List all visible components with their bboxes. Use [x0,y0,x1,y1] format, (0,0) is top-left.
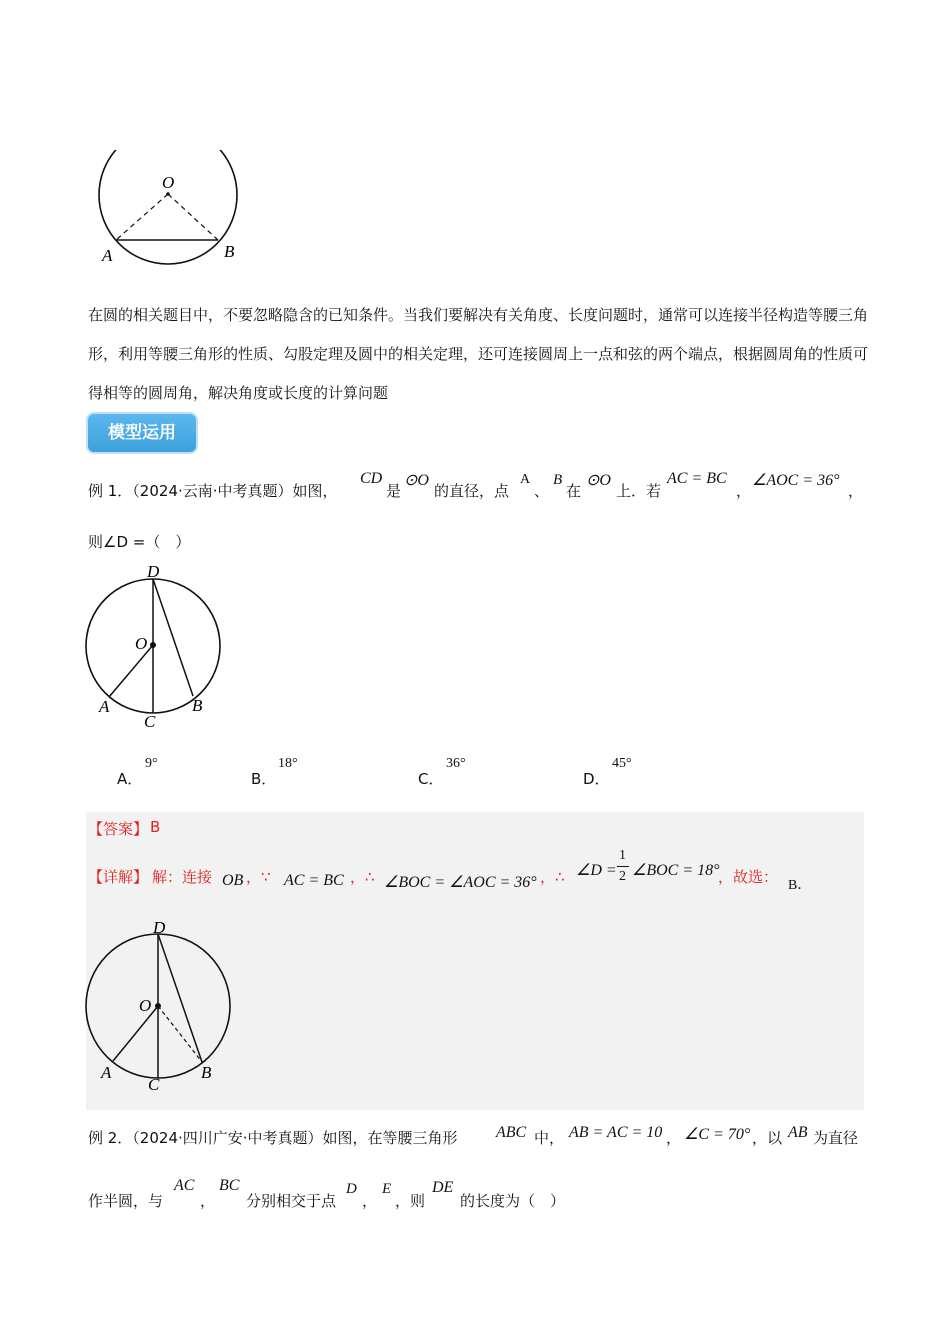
example1-circle-o2: ⊙O [586,472,611,489]
option-d-letter[interactable]: D． [583,770,610,788]
example2-middle: 中， [534,1129,565,1147]
example2-length-question: 的长度为（ ） [460,1192,566,1210]
detail-prefix: 解：连接 [152,868,213,886]
detail-therefore2: ，∴ [540,868,565,886]
label-c: C [148,1075,160,1090]
option-c-letter[interactable]: C． [418,770,444,788]
label-a: A [102,246,113,265]
label-a: A [101,1063,112,1082]
example2-tail: 为直径 [813,1129,859,1147]
radius-ob [168,194,218,240]
label-o: O [162,173,175,192]
label-c: C [144,712,156,731]
circle [99,150,237,264]
figure-circle-chord [90,150,260,270]
option-d-value[interactable]: 45° [612,756,632,771]
example1-point-b: B [553,472,563,488]
example2-ab: AB [788,1124,808,1141]
example1-sep: 、 [534,482,550,500]
intro-paragraph: 在圆的相关题目中，不要忽略隐含的已知条件。当我们要解决有关角度、长度问题时，通常可以连接半径构造等腰三角形，利用等腰三角形的性质、勾股定理及圆中的相关定理，还可连接圆周上一点和弦的两个端点，根据圆周角的性质可得相等的圆周角，解决角度或长度的计算问题 [88,306,869,402]
detail-frac-den: 2 [619,869,626,884]
example1-prefix: 例 1．（2024·云南·中考真题）如图， [88,482,338,500]
detail-choose: ，故选： [718,868,779,886]
example2-prefix: 例 2．（2024·四川广安·中考真题）如图，在等腰三角形 [88,1129,458,1147]
section-badge-model-usage: 模型运用 [88,414,196,452]
example1-cd: CD [360,470,383,487]
detail-angle-d-lhs: ∠D = [576,862,617,879]
detail-therefore1: ，∴ [350,868,375,886]
label-d: D [153,918,166,937]
example2-line2-prefix: 作半圆，与 [88,1192,164,1210]
example2-comma4: ， [362,1192,378,1210]
option-c-value[interactable]: 36° [446,756,466,771]
example2-comma2: ，以 [752,1129,783,1147]
chord-db [158,934,202,1062]
example2-ab-ac: AB = AC = 10 [569,1124,663,1141]
answer-label: 【答案】 [88,820,149,838]
label-o: O [135,634,148,653]
example1-above-if: 上．若 [616,482,662,500]
example2-ac: AC [174,1177,195,1194]
detail-ob: OB [222,872,244,889]
label-d: D [147,562,160,581]
example1-on: 在 [566,482,582,500]
option-b-letter[interactable]: B． [251,770,277,788]
example1-diameter-text: 的直径，点 [434,482,510,500]
label-b: B [224,242,235,261]
example2-then: ，则 [395,1192,426,1210]
option-a-value[interactable]: 9° [145,756,158,771]
detail-because: ，∵ [246,868,271,886]
example1-comma: ， [736,482,752,500]
radius-ob-dashed [158,1006,202,1062]
detail-arc-eq: AC = BC [284,872,344,889]
detail-frac-bar [617,866,629,867]
detail-frac-num: 1 [619,848,626,863]
example2-comma3: ， [200,1192,216,1210]
example1-point-a: A [520,472,531,487]
answer-figure [84,915,239,1090]
example2-comma1: ， [666,1129,682,1147]
example1-question: 则∠D =（ ） [88,533,191,551]
example1-arc-eq: AC = BC [667,470,727,487]
chord-db [153,579,193,696]
example1-is: 是 [386,482,402,500]
option-b-value[interactable]: 18° [278,756,298,771]
center-point [166,192,170,196]
answer-value: B [150,818,161,836]
example2-bc: BC [219,1177,240,1194]
label-o: O [139,996,152,1015]
example1-tail-comma: ， [848,482,864,500]
detail-angle-eq: ∠BOC = ∠AOC = 36° [384,874,537,891]
option-a-letter[interactable]: A． [117,770,143,788]
example2-e: E [382,1181,392,1197]
label-b: B [192,696,203,715]
detail-angle-d-rhs: ∠BOC = 18° [632,862,720,879]
radius-oa [116,194,168,240]
example1-angle-aoc: ∠AOC = 36° [752,472,840,489]
example2-arc-de: DE [432,1179,454,1196]
example2-intersect: 分别相交于点 [246,1192,337,1210]
detail-choice: B． [788,878,812,893]
label-a: A [99,697,110,716]
example2-abc: ABC [496,1124,527,1141]
example2-angle-c: ∠C = 70° [684,1126,751,1143]
example1-figure [84,560,229,735]
detail-label: 【详解】 [88,868,149,886]
label-b: B [201,1063,212,1082]
center-point [150,642,156,648]
example2-d: D [346,1181,357,1197]
example1-circle-o: ⊙O [404,472,429,489]
center-point [155,1003,161,1009]
